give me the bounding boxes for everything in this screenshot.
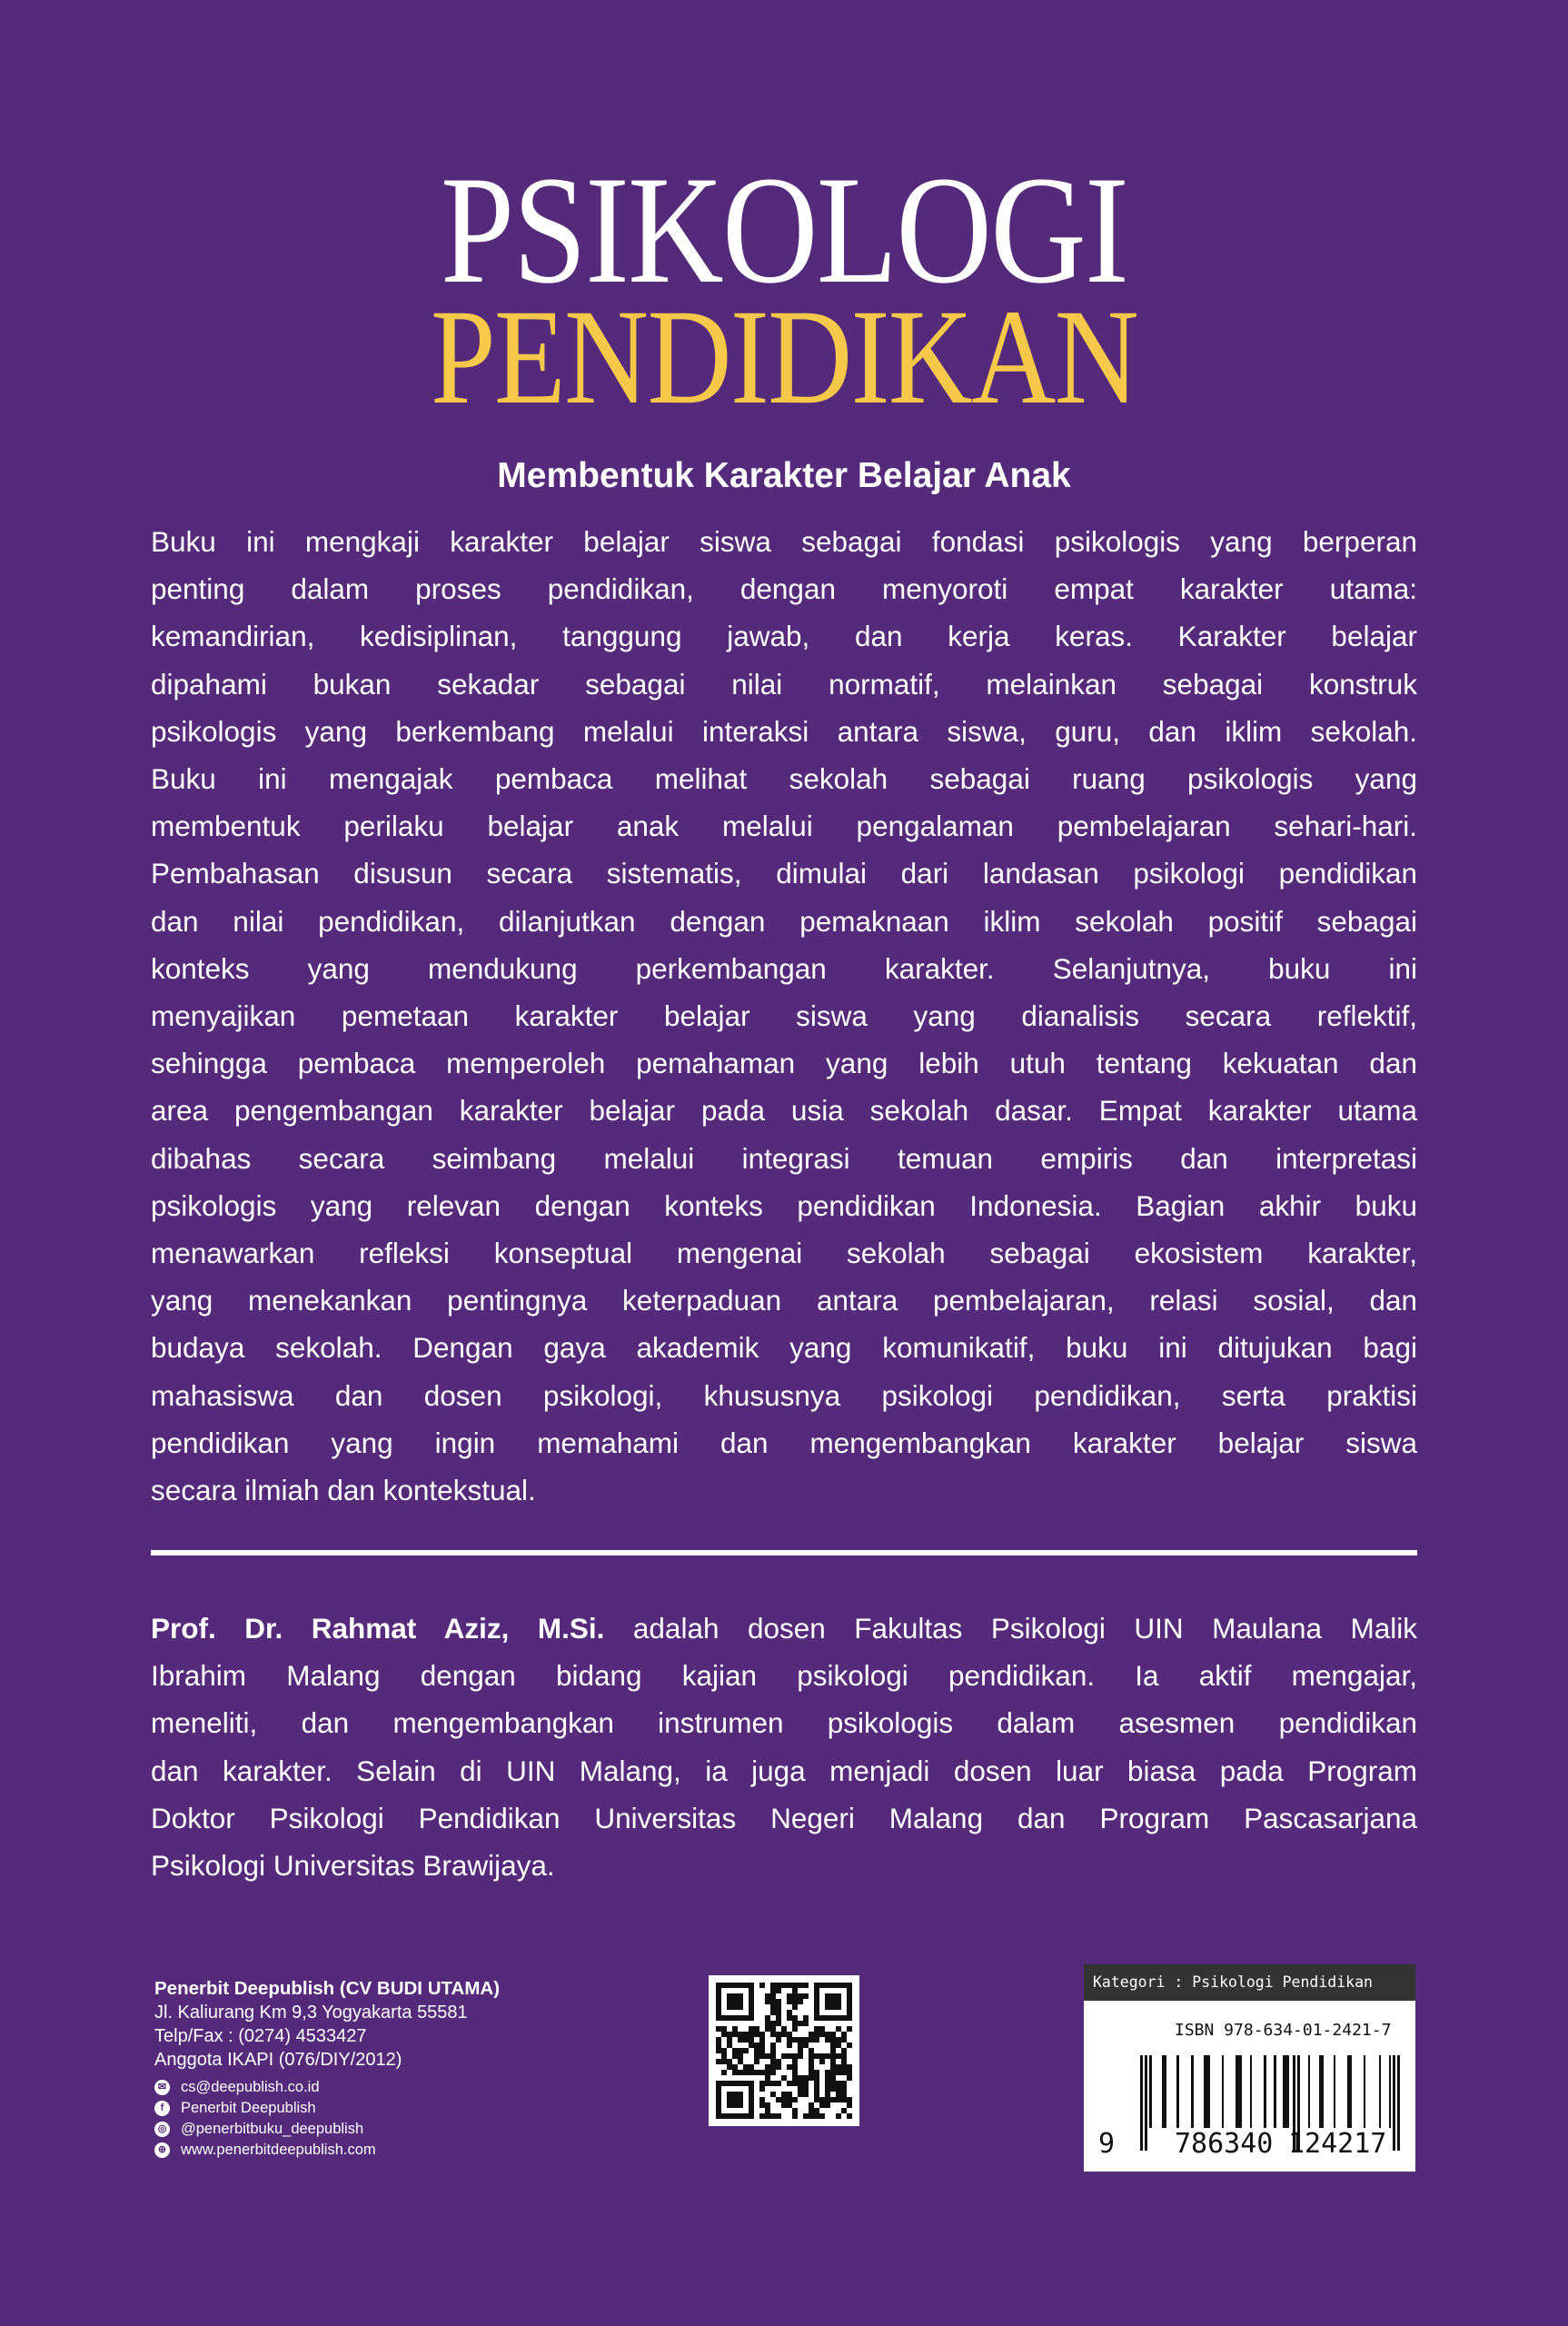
- barcode-bar: [1364, 2055, 1365, 2128]
- barcode-bar: [1347, 2055, 1352, 2128]
- isbn-text: ISBN 978-634-01-2421-7: [1175, 2021, 1392, 2040]
- contact-item: [154, 2098, 500, 2119]
- synopsis: [151, 518, 1417, 1514]
- barcode-bar: [1222, 2055, 1224, 2128]
- author-bio-line: [151, 1605, 1417, 1652]
- instagram-icon: ◎: [154, 2122, 170, 2137]
- barcode-bar: [1379, 2055, 1381, 2128]
- facebook-icon: f: [154, 2101, 170, 2116]
- barcode-bar: [1149, 2055, 1152, 2128]
- author-bio-line: Ibrahim Malang dengan bidang kajian psikologi pendidikan. Ia aktif mengajar,: [151, 1659, 1417, 1693]
- contact-item: [154, 2140, 500, 2161]
- synopsis-line: area pengembangan karakter belajar pada usia sekolah dasar. Empat karakter utama: [151, 1094, 1417, 1128]
- title-line-2: PENDIDIKAN: [430, 282, 1138, 432]
- barcode-bar: [1334, 2055, 1335, 2128]
- barcode-bar: [1393, 2055, 1395, 2151]
- barcode-digits-right: 124217: [1288, 2128, 1387, 2160]
- publisher-phone: Telp/Fax : (0274) 4533427: [154, 2026, 367, 2046]
- barcode-bar: [1283, 2055, 1289, 2128]
- synopsis-line: penting dalam proses pendidikan, dengan menyoroti empat karakter utama:: [151, 572, 1417, 606]
- synopsis-line: psikologis yang berkembang melalui interaksi antara siswa, guru, dan iklim sekolah.: [151, 714, 1417, 748]
- barcode-bar: [1204, 2055, 1210, 2128]
- barcode-bar: [1250, 2055, 1252, 2128]
- synopsis-line: Buku ini mengajak pembaca melihat sekolah sebagai ruang psikologis yang: [151, 762, 1417, 796]
- barcode-bar: [1191, 2055, 1194, 2128]
- synopsis-line: kemandirian, kedisiplinan, tanggung jawab, dan kerja keras. Karakter belajar: [151, 620, 1417, 653]
- barcode-digit-first: 9: [1098, 2128, 1116, 2160]
- barcode-bar: [1176, 2055, 1179, 2128]
- barcode-bar: [1389, 2055, 1391, 2128]
- author-bio-line: meneliti, dan mengembangkan instrumen psikologis dalam asesmen pendidikan: [151, 1706, 1417, 1740]
- synopsis-line: pendidikan yang ingin memahami dan mengembangkan karakter belajar siswa: [151, 1426, 1417, 1459]
- publisher-address: Jl. Kaliurang Km 9,3 Yogyakarta 55581: [154, 2003, 468, 2023]
- contact-text: @penerbitbuku_deepublish: [181, 2121, 364, 2137]
- category-label: Kategori : Psikologi Pendidikan: [1084, 1964, 1415, 2001]
- author-bio: [151, 1605, 1417, 1889]
- isbn-barcode-box: [1084, 1964, 1415, 2172]
- publisher-name: Penerbit Deepublish (CV BUDI UTAMA): [154, 1978, 501, 1999]
- synopsis-line: dibahas secara seimbang melalui integrasi temuan empiris dan interpretasi: [151, 1141, 1417, 1175]
- synopsis-line: yang menekankan pentingnya keterpaduan antara pembelajaran, relasi sosial, dan: [151, 1284, 1417, 1317]
- author-bio-line: Doktor Psikologi Pendidikan Universitas Negeri Malang dan Program Pascasarjana: [151, 1801, 1417, 1834]
- subtitle: Membentuk Karakter Belajar Anak: [497, 456, 1071, 495]
- publisher-contacts: [154, 2077, 500, 2161]
- barcode-bar: [1397, 2055, 1400, 2151]
- title-line-1: PSIKOLOGI: [440, 144, 1128, 315]
- barcode-bar: [1319, 2055, 1324, 2128]
- contact-item: [154, 2077, 500, 2098]
- synopsis-line: psikologis yang relevan dengan konteks pendidikan Indonesia. Bagian akhir buku: [151, 1188, 1417, 1222]
- divider: [151, 1550, 1417, 1556]
- publisher-info: [154, 1977, 500, 2161]
- synopsis-line: membentuk perilaku belajar anak melalui pengalaman pembelajaran sehari-hari.: [151, 810, 1417, 843]
- synopsis-line: konteks yang mendukung perkembangan karakter. Selanjutnya, buku ini: [151, 951, 1417, 985]
- synopsis-line: mahasiswa dan dosen psikologi, khususnya psikologi pendidikan, serta praktisi: [151, 1378, 1417, 1412]
- contact-text: www.penerbitdeepublish.com: [181, 2142, 376, 2158]
- synopsis-line: sehingga pembaca memperoleh pemahaman yang lebih utuh tentang kekuatan dan: [151, 1047, 1417, 1080]
- barcode-bar: [1274, 2055, 1276, 2128]
- barcode-bar: [1162, 2055, 1166, 2128]
- qr-code: [709, 1975, 859, 2126]
- barcode-digits-left: 786340: [1175, 2128, 1274, 2160]
- barcode-bar: [1264, 2055, 1266, 2128]
- contact-text: Penerbit Deepublish: [181, 2100, 316, 2116]
- synopsis-line: Buku ini mengkaji karakter belajar siswa sebagai fondasi psikologis yang berperan: [151, 525, 1417, 558]
- author-bio-text: adalah dosen Fakultas Psikologi UIN Maulana Malik: [604, 1612, 1417, 1645]
- contact-text: cs@deepublish.co.id: [181, 2079, 320, 2095]
- synopsis-line: secara ilmiah dan kontekstual.: [151, 1474, 536, 1507]
- synopsis-line: dipahami bukan sekadar sebagai nilai normatif, melainkan sebagai konstruk: [151, 667, 1417, 701]
- barcode-bar: [1308, 2055, 1310, 2128]
- barcode-bar: [1236, 2055, 1242, 2128]
- contact-item: [154, 2119, 500, 2140]
- synopsis-line: menawarkan refleksi konseptual mengenai sekolah sebagai ekosistem karakter,: [151, 1237, 1417, 1270]
- publisher-ikapi: Anggota IKAPI (076/DIY/2012): [154, 2050, 402, 2070]
- email-icon: ✉: [154, 2080, 170, 2095]
- barcode-bar: [1145, 2055, 1147, 2151]
- synopsis-line: budaya sekolah. Dengan gaya akademik yang komunikatif, buku ini ditujukan bagi: [151, 1331, 1417, 1365]
- synopsis-line: menyajikan pemetaan karakter belajar siswa yang dianalisis secara reflektif,: [151, 999, 1417, 1033]
- author-name: Prof. Dr. Rahmat Aziz, M.Si.: [151, 1612, 605, 1645]
- synopsis-line: dan nilai pendidikan, dilanjutkan dengan pemaknaan iklim sekolah positif sebagai: [151, 904, 1417, 938]
- author-bio-line: dan karakter. Selain di UIN Malang, ia juga menjadi dosen luar biasa pada Program: [151, 1754, 1417, 1787]
- barcode-bar: [1140, 2055, 1143, 2151]
- author-bio-line: Psikologi Universitas Brawijaya.: [151, 1849, 555, 1883]
- globe-icon: ⊕: [154, 2142, 170, 2158]
- synopsis-line: Pembahasan disusun secara sistematis, dimulai dari landasan psikologi pendidikan: [151, 857, 1417, 890]
